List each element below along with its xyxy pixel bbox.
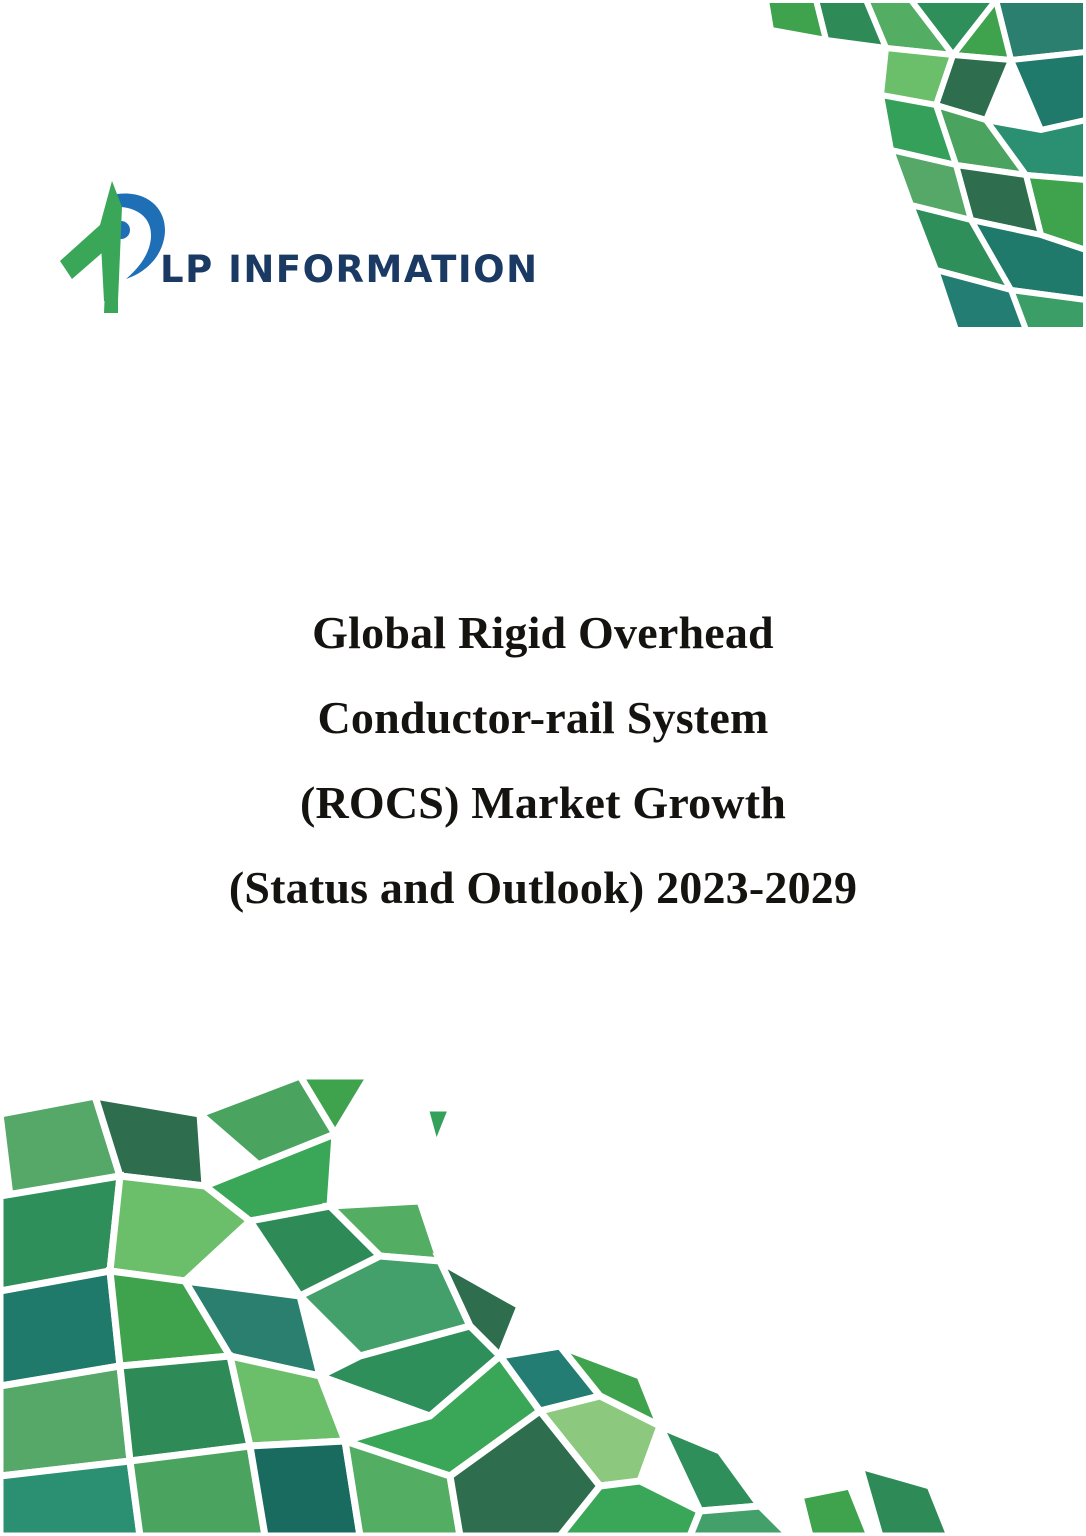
brand-name: LP INFORMATION — [160, 247, 539, 291]
brand-logo — [48, 168, 539, 328]
page-title-line-2: Conductor-rail System — [317, 692, 769, 743]
page-title-line-3: (ROCS) Market Growth — [299, 777, 787, 828]
page-title-line-1: Global Rigid Overhead — [312, 607, 774, 658]
top-right-polygon-decoration — [466, 0, 1086, 330]
bottom-left-polygon-decoration — [0, 1056, 1086, 1536]
page-title — [0, 590, 1086, 930]
lp-information-logo-icon — [48, 173, 176, 323]
page-title-line-4: (Status and Outlook) 2023-2029 — [228, 862, 858, 913]
